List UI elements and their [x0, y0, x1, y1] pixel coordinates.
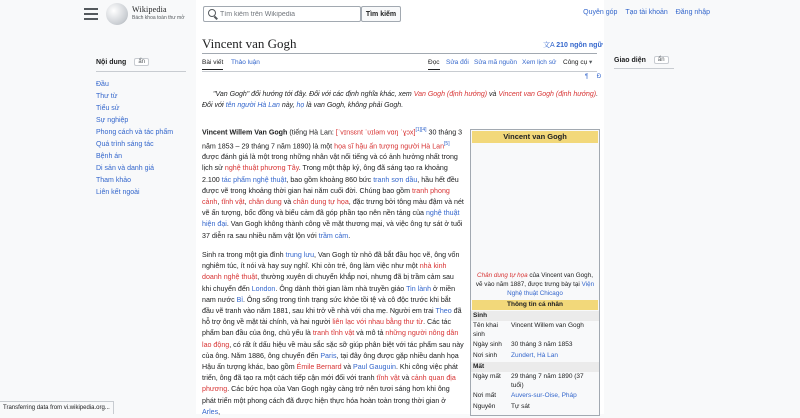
text: , — [244, 197, 249, 206]
text: và mô tả — [354, 329, 386, 338]
article-link[interactable]: Tin lành — [406, 284, 432, 293]
toc-item[interactable]: Thư từ — [96, 93, 118, 100]
infobox-row — [471, 321, 599, 340]
article-link[interactable]: tranh phong cảnh — [202, 186, 450, 206]
article-link[interactable]: London — [251, 284, 276, 293]
tab-edit[interactable]: Sửa đổi — [446, 59, 469, 66]
page-tabs — [202, 57, 597, 71]
text: . Các bức họa của Van Gogh ngày càng trở nên tươi sáng hơn khi ông phát triển một phong cách đã được hiện thực hóa hoàn toàn trong thời gian ở — [202, 385, 450, 405]
user-links — [577, 9, 710, 16]
language-variant-icon[interactable]: Đ — [596, 74, 602, 80]
infobox-key: Ngày mất — [473, 373, 501, 380]
text: . Khi công việc phát triển, ông đã tạo ra một cách tiếp cận mới đối với tranh — [202, 363, 458, 383]
infobox-caption — [471, 271, 599, 298]
text: , hầu hết đều được vẽ trong khoảng thời gian hai năm cuối đời. Chúng bao gồm — [202, 175, 459, 195]
search-button[interactable]: Tìm kiếm — [361, 6, 401, 22]
toc-item[interactable]: Quá trình sáng tác — [96, 141, 154, 148]
infobox-value-link[interactable]: Zundert, Hà Lan — [511, 351, 558, 359]
hatnote-text: và — [487, 91, 499, 98]
article-link[interactable]: chân dung tự họa — [293, 197, 349, 206]
infobox-key: Tên khai sinh — [473, 322, 498, 338]
body-paragraph — [202, 250, 464, 418]
ref-link[interactable]: [5] — [444, 140, 450, 147]
table-of-contents — [96, 56, 186, 199]
disambig-link[interactable]: Van Gogh (định hướng) — [413, 91, 488, 98]
infobox-section-header: Thông tin cá nhân — [472, 300, 598, 310]
text: , bao gồm khoảng 860 bức — [286, 175, 374, 184]
article-link[interactable]: Bỉ — [236, 295, 243, 304]
page-indicators — [578, 74, 601, 80]
hatnote-text: này, — [279, 102, 297, 109]
infobox-key: Nơi mất — [473, 392, 497, 399]
browser-status-bar: Transferring data from vi.wikipedia.org... — [0, 401, 114, 414]
infobox-key: Nơi sinh — [473, 351, 498, 359]
toc-item[interactable]: Đầu — [96, 81, 109, 88]
article-link[interactable]: liên lạc với nhau bằng thư từ — [332, 318, 424, 327]
article-subject: Vincent Willem Van Gogh — [202, 128, 288, 137]
toc-item[interactable]: Di sản và danh giá — [96, 165, 154, 172]
text: (tiếng Hà Lan: — [287, 128, 336, 137]
tab-article[interactable]: Bài viết — [202, 57, 223, 70]
ipa-link[interactable]: [ˈvɪnsɛnt ˈʋɪləm vɑŋ ˈɣɔx] — [335, 128, 416, 137]
appearance-divider — [614, 68, 674, 69]
text: , Van Gogh từ nhỏ đã bắt đầu học vẽ, ông vốn nghiêm túc, ít nói và hay suy nghĩ. Khi còn trẻ, ông làm việc như một — [202, 251, 460, 271]
text: được đánh giá là một trong những nhân vật nổi tiếng và có ảnh hưởng nhất trong lịch sử — [202, 153, 458, 173]
infobox-value: Vincent Willem van Gogh — [511, 322, 584, 329]
text: Sinh ra trong một gia đình — [202, 251, 286, 259]
text: . Các tác phẩm ban đầu của ông, chủ yếu là — [202, 318, 452, 338]
text: . Ông dành thời gian làm nhà truyền giáo — [275, 284, 407, 293]
infobox-value: 30 tháng 3 năm 1853 — [511, 341, 573, 348]
appearance-hide-button[interactable]: ẩn — [654, 56, 669, 64]
infobox-key: Ngày sinh — [473, 341, 502, 348]
text: , — [217, 197, 222, 206]
text: . — [348, 231, 351, 240]
hatnote-text: là van Gogh, không phải Gogh. — [304, 102, 404, 109]
toc-hide-button[interactable]: ẩn — [134, 58, 149, 66]
toc-item[interactable]: Phong cách và tác phẩm — [96, 129, 174, 136]
infobox-row — [471, 372, 599, 391]
hatnote-link[interactable]: họ — [296, 102, 305, 109]
appearance-panel — [614, 56, 674, 69]
toc-item[interactable]: Bệnh án — [96, 153, 123, 160]
tab-edit-source[interactable]: Sửa mã nguồn — [474, 59, 518, 66]
tools-dropdown[interactable]: Công cụ ▾ — [563, 57, 592, 69]
hatnote-text: . — [596, 91, 599, 98]
article-link[interactable]: trầm cảm — [318, 231, 349, 240]
text: . Ông sống trong tình trạng sức khỏe tồi tệ và cô độc trước khi bắt đầu vẽ tranh vào năm 1881, sau khi trở về nhà với cha mẹ. Người em trai — [202, 295, 451, 316]
search-icon — [208, 9, 216, 17]
text: , đặc trưng bởi tông màu đậm và nét vẽ ấn tượng, bốc đồng và biểu cảm đã góp phần tạo nên nền tảng của — [202, 197, 464, 218]
article-link[interactable]: nghệ thuật hiện đại — [202, 209, 460, 229]
infobox-value-link[interactable]: Auvers-sur-Oise, Pháp — [511, 392, 577, 399]
portrait-image-placeholder[interactable] — [474, 145, 596, 269]
appearance-title: Giao diện — [614, 56, 646, 64]
site-header — [0, 0, 800, 32]
login-link[interactable]: Đăng nhập — [675, 9, 710, 16]
text: . Van Gogh không thành công về mặt thương mại, và việc ông tự sát ở tuổi 37 diễn ra sau nhiều năm vật lộn với — [202, 220, 463, 240]
search-input[interactable] — [220, 7, 356, 21]
tabs-divider — [202, 71, 597, 72]
text: 30 tháng 3 năm 1853 – 29 tháng 7 năm 1890) là một — [202, 128, 463, 150]
hatnote-link[interactable]: tên người Hà Lan — [225, 102, 280, 109]
language-button[interactable]: 文A 210 ngôn ngữ — [543, 40, 603, 50]
article-link[interactable]: cảnh quan địa phương — [202, 374, 456, 394]
article-link[interactable]: nhà kinh doanh nghệ thuật — [202, 262, 447, 282]
infobox-key: Nguyên — [473, 402, 496, 410]
wikipedia-wordmark[interactable]: Wikipedia — [132, 5, 167, 14]
article-link[interactable]: Arles — [202, 407, 219, 416]
infobox-row — [471, 391, 599, 402]
article-link[interactable]: tác phẩm nghệ thuật — [221, 175, 287, 184]
caption-text: của Vincent van Gogh, vẽ vào năm 1887, được trưng bày tại — [475, 272, 593, 288]
toc-item[interactable]: Tiểu sử — [96, 105, 120, 112]
article-link[interactable]: Paul Gauguin — [352, 363, 396, 372]
create-account-link[interactable]: Tạo tài khoản — [625, 9, 668, 16]
infobox-row — [471, 351, 599, 362]
infobox — [470, 129, 600, 416]
title-divider — [202, 53, 597, 54]
text: và — [399, 374, 412, 383]
text: , có rất ít dấu hiệu về màu sắc sặc sỡ giúp phân biệt với tác phẩm sau này của ông. Năm 1886, ông chuyển đến — [202, 340, 464, 360]
article-link[interactable]: tranh sơn dầu — [373, 175, 418, 184]
search-box[interactable] — [203, 6, 361, 22]
toc-divider — [96, 71, 186, 72]
disambig-link[interactable]: Vincent van Gogh (định hướng) — [498, 91, 597, 98]
text: và — [281, 197, 294, 206]
wikipedia-tagline: Bách khoa toàn thư mở — [132, 15, 185, 21]
infobox-value: 29 tháng 7 năm 1890 (37 tuổi) — [511, 373, 584, 389]
toc-title: Nội dung — [96, 58, 127, 66]
page-title: Vincent van Gogh — [202, 36, 297, 51]
tab-talk[interactable]: Thảo luận — [231, 59, 260, 66]
tab-read[interactable]: Đọc — [428, 57, 440, 70]
infobox-group-death: Mất — [471, 362, 599, 372]
article-link[interactable]: tĩnh vật — [376, 374, 400, 383]
toc-item[interactable]: Liên kết ngoài — [96, 189, 140, 196]
caption-link[interactable]: Chân dung tự họa — [477, 272, 528, 279]
infobox-group-birth: Sinh — [471, 311, 599, 321]
text: và — [341, 363, 353, 372]
article-link[interactable]: họa sĩ hậu ấn tượng người Hà Lan — [334, 141, 445, 150]
infobox-value: Tự sát — [511, 402, 530, 410]
article-link[interactable]: Paris — [320, 351, 337, 360]
infobox-row — [471, 402, 599, 413]
article-link[interactable]: tĩnh vật — [221, 197, 245, 206]
caption-link[interactable]: Viện Nghệ thuật Chicago — [507, 281, 595, 297]
text: đã hỗ trợ ông về mặt tài chính, và hai người — [202, 307, 462, 327]
article-link[interactable]: chân dung — [248, 197, 282, 206]
article-link[interactable]: trung lưu — [285, 251, 315, 259]
article-link[interactable]: tranh tĩnh vật — [312, 329, 355, 338]
lead-paragraph — [202, 125, 464, 242]
text: , tại đây ông được gặp nhiều danh họa Hậu ấn tượng khác, bao gồm — [202, 351, 459, 372]
article-link[interactable]: những người nông dân lao động — [202, 329, 459, 349]
text: ở miền nam nước — [202, 284, 456, 304]
hatnote-text: "Van Gogh" đổi hướng tới đây. Đối với các định nghĩa khác, xem — [213, 91, 414, 98]
donate-link[interactable]: Quyên góp — [583, 9, 618, 16]
text: , — [218, 407, 221, 416]
ref-link[interactable]: [1][4] — [415, 127, 427, 133]
toc-item[interactable]: Tham khảo — [96, 177, 132, 184]
tab-history[interactable]: Xem lịch sử — [522, 59, 557, 66]
article-link[interactable]: nghệ thuật phương Tây — [224, 164, 299, 173]
hatnote — [202, 89, 603, 111]
text: , thường xuyên di chuyển khắp nơi, nhưng đã bị trầm cảm sau khi chuyển đến — [202, 273, 454, 293]
text: . Trong một thập kỷ, ông đã sáng tạo ra khoảng 2.100 — [202, 164, 448, 184]
article-link[interactable]: Émile Bernard — [296, 363, 342, 372]
infobox-title: Vincent van Gogh — [472, 131, 598, 143]
article-link[interactable]: Theo — [435, 307, 452, 316]
infobox-row — [471, 340, 599, 351]
toc-item[interactable]: Sự nghiệp — [96, 117, 129, 124]
hamburger-menu-icon[interactable] — [84, 8, 98, 20]
pilcrow-icon[interactable]: ¶ — [585, 74, 589, 80]
wikipedia-globe-logo[interactable] — [106, 3, 128, 25]
hatnote-text: Đối với — [202, 102, 226, 109]
